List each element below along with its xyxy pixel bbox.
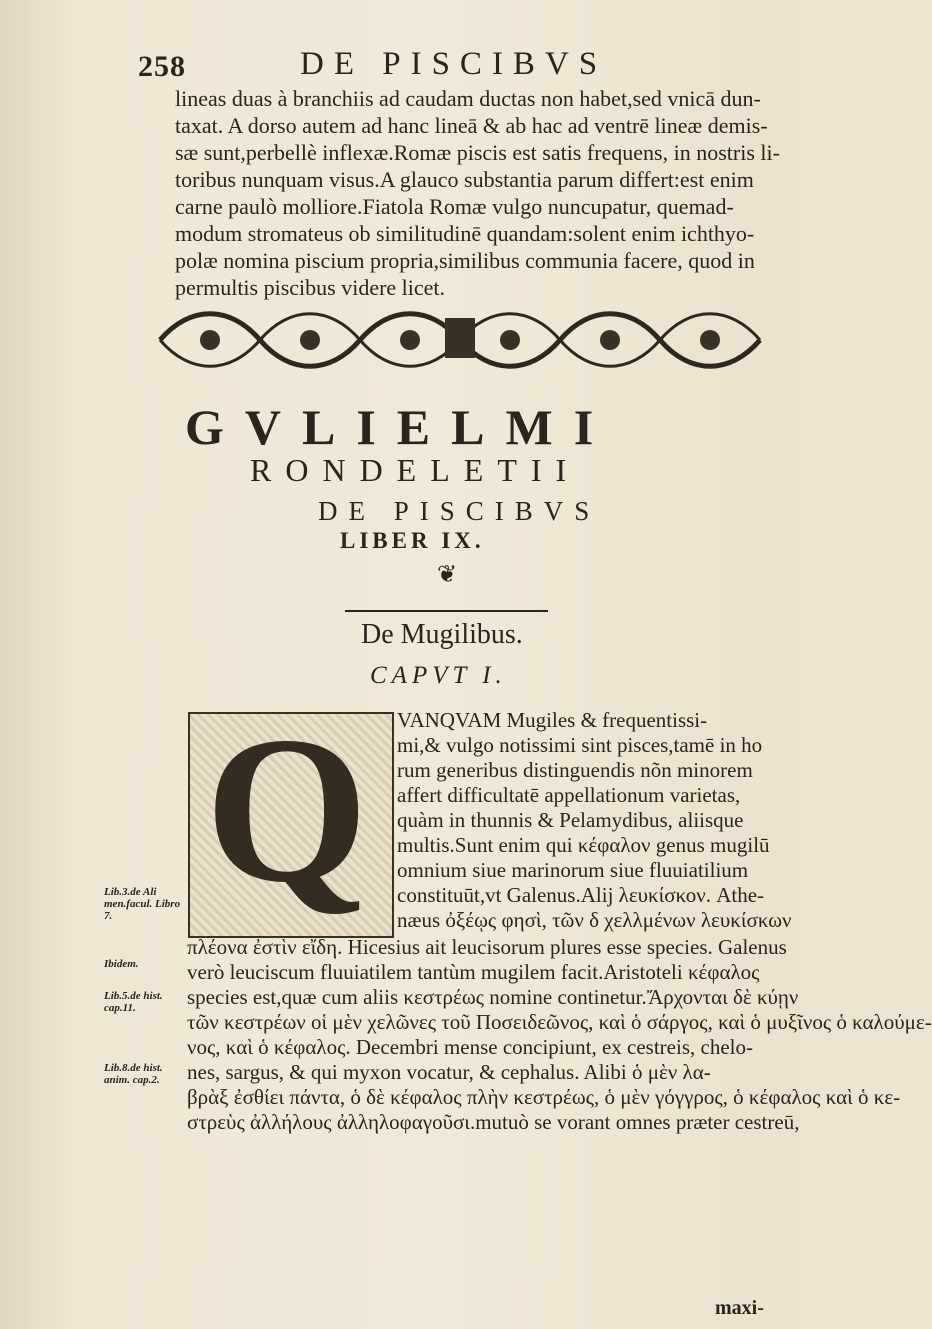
text-line: sæ sunt,perbellè inflexæ.Romæ piscis est satis frequens, in nostris li- (175, 140, 780, 165)
text-line: verò leuciscum fluuiatilem tantùm mugilem facit.Aristoteli κέφαλος (187, 960, 760, 984)
text-line: næus ὀξέῳς φησὶ, τῶν δ χελλμένων λευκίσκων (397, 908, 792, 932)
margin-note: Lib.8.de hist. anim. cap.2. (104, 1062, 163, 1086)
text-line: στρεὺς ἀλλήλους ἀλληλοφαγοῦσι.mutuò se vorant omnes præter cestreū, (187, 1110, 800, 1134)
book-title: DE PISCIBVS (318, 496, 601, 526)
decorated-initial: Q (205, 694, 369, 926)
text-line: taxat. A dorso autem ad hanc lineā & ab hac ad ventrē lineæ demis- (175, 113, 768, 138)
text-line: permultis piscibus videre licet. (175, 275, 446, 300)
chapter-number: CAPVT I. (370, 662, 507, 689)
text-line: omnium siue marinorum siue fluuiatilium (397, 858, 749, 882)
text-line: quàm in thunnis & Pelamydibus, aliisque (397, 808, 744, 832)
catchword: maxi- (715, 1297, 764, 1319)
book-number: LIBER IX. (340, 528, 485, 553)
text-line: VANQVAM Mugiles & frequentissi- (397, 708, 708, 732)
author-first-name: GVLIELMI (185, 399, 615, 455)
text-line: τῶν κεστρέων οἱ μὲν χελῶνες τοῦ Ποσειδεῶνος, καὶ ὁ σάργος, καὶ ὁ μυξῖνος ὁ καλούμε- (187, 1010, 932, 1034)
text-line: multis.Sunt enim qui κέφαλον genus mugilū (397, 833, 770, 857)
text-line: carne paulò molliore.Fiatola Romæ vulgo nuncupatur, quemad- (175, 194, 734, 219)
text-line: nes, sargus, & qui myxon vocatur, & cephalus. Alibi ὁ μὲν λα- (187, 1060, 711, 1084)
margin-note: Lib.3.de Ali men.facul. Libro 7. (104, 886, 181, 922)
ornamental-headpiece (150, 300, 770, 375)
text-line: rum generibus distinguendis nõn minorem (397, 758, 753, 782)
divider-rule (345, 610, 548, 612)
text-line: constituūt,vt Galenus.Alij λευκίσκον. Athe- (397, 883, 765, 907)
margin-note: Ibidem. (104, 958, 139, 970)
text-line: πλέονα ἐστὶν εἴδη. Hicesius ait leucisorum plures esse species. Galenus (187, 935, 787, 959)
text-line: polæ nomina piscium propria,similibus communia facere, quod in (175, 248, 755, 273)
text-line: νος, καὶ ὁ κέφαλος. Decembri mense concipiunt, ex cestreis, chelo- (187, 1035, 753, 1059)
text-line: lineas duas à branchiis ad caudam ductas non habet,sed vnicā dun- (175, 86, 761, 111)
text-line: modum stromateus ob similitudinē quandam:solent enim ichthyo- (175, 221, 755, 246)
chapter-title: De Mugilibus. (361, 619, 523, 650)
text-line: species est,quæ cum aliis κεστρέως nomine continetur.Ἄρχονται δὲ κύῃν (187, 985, 799, 1009)
text-line: βρὰξ ἐσθίει πάντα, ὁ δὲ κέφαλος πλὴν κεστρέως, ὁ μὲν γόγγρος, ὁ κέφαλος καὶ ὁ κε- (187, 1085, 901, 1109)
text-line: affert difficultatē appellationum varietas, (397, 783, 741, 807)
text-line: mi,& vulgo notissimi sint pisces,tamē in ho (397, 733, 763, 757)
margin-note: Lib.5.de hist. cap.11. (104, 990, 163, 1014)
page-number: 258 (138, 50, 186, 83)
author-last-name: RONDELETII (250, 452, 581, 488)
text-line: toribus nunquam visus.A glauco substantia parum differt:est enim (175, 167, 754, 192)
fleuron-icon: ❦ (437, 562, 458, 588)
running-title: DE PISCIBVS (300, 46, 608, 82)
